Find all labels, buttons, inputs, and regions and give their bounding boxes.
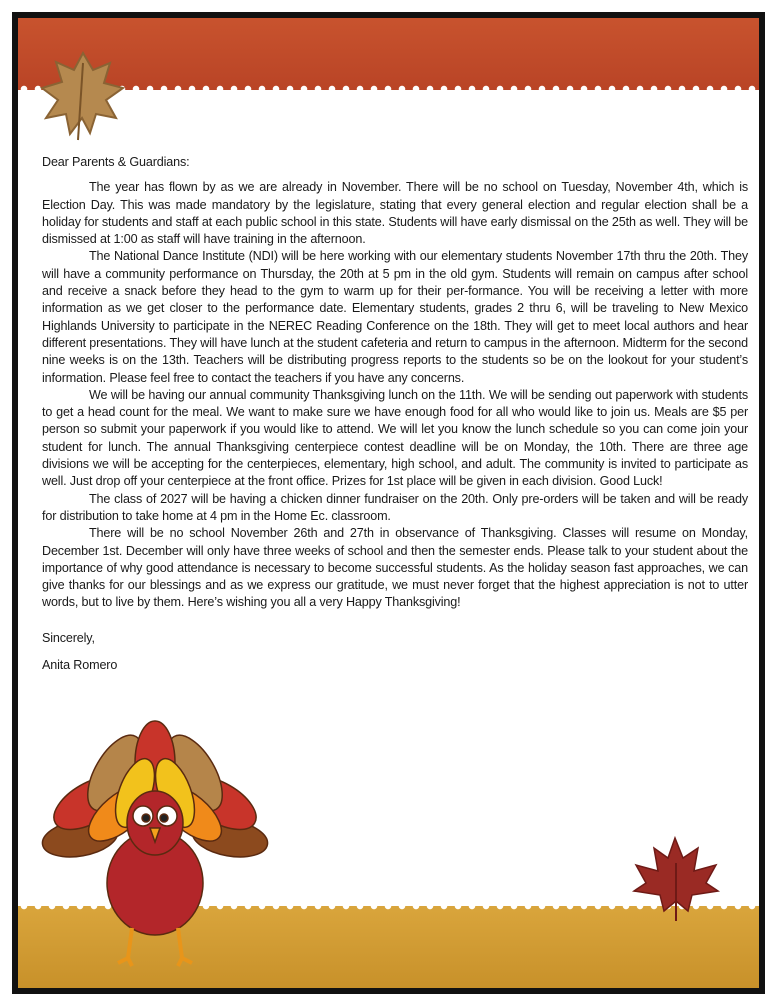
- paragraph-election-day: The year has flown by as we are already in November. There will be no school on Tuesday, November 4th, which is Election Day. This was made mandatory by the legislature, stating that every general election and regular election shall be a holiday for students and staff at each public school in this state. Students will have early dismissal on the 25th as well. They will be dismissed at 1:00 as staff will have training in the afternoon.: [42, 180, 748, 247]
- closing: Sincerely,: [42, 630, 95, 645]
- paragraph-fundraiser: The class of 2027 will be having a chicken dinner fundraiser on the 20th. Only pre-orders will be taken and will be ready for distribution to take home at 4 pm in the Home Ec. classroom.: [42, 491, 748, 523]
- letter-body: [42, 154, 748, 674]
- paragraph-thanksgiving-lunch: We will be having our annual community Thanksgiving lunch on the 11th. We will be sending out paperwork with students to get a head count for the meal. We want to make sure we have enough food for all who would like to join us. Meals are $5 per person so submit your paperwork if you would like to attend. We will let you know the lunch schedule so you can come join your student for lunch. The annual Thanksgiving centerpiece contest deadline will be on Monday, the 10th. There are three age divisions we will be accepting for the centerpieces, elementary, high school, and adult. The community is invited to participate as well. Just drop off your centerpiece at the front office. Prizes for 1st place will be given in each division. Good Luck!: [42, 387, 748, 489]
- header-band: [18, 18, 759, 90]
- paragraph-ndi: The National Dance Institute (NDI) will be here working with our elementary students November 17th thru the 20th. They will have a community performance on Thursday, the 20th at 5 pm in the old gym. Students will remain on campus after school and receive a snack before they head to the gym to warm up for their per-formance. You will be receiving a letter with more information as we get closer to the performance date. Elementary students, grades 2 thru 6, will be traveling to New Mexico Highlands University to participate in the NEREC Reading Conference on the 18th. They will get to meet local authors and hear different presentations. They will have lunch at the student cafeteria and return to campus in the afternoon. Midterm for the second nine weeks is on the 13th. Teachers will be distributing progress reports to the students so be on the lookout for your student’s information. Please feel free to contact the teachers if you have any concerns.: [42, 249, 748, 385]
- greeting: Dear Parents & Guardians:: [42, 155, 190, 169]
- paragraph-holiday: There will be no school November 26th and 27th in observance of Thanksgiving. Classes will resume on Monday, December 1st. December will only have three weeks of school and then the semester ends. Please talk to your student about the importance of why good attendance is necessary to become successful students. As the holiday season fast approaches, we can give thanks for our blessings and as we express our gratitude, we must never forget that the highest appreciation is not to utter words, but to live by them. Here’s wishing you all a very Happy Thanksgiving!: [42, 526, 748, 610]
- oak-leaf-icon: [38, 48, 128, 148]
- signature: Anita Romero: [42, 658, 118, 673]
- turkey-icon: [40, 718, 270, 968]
- newsletter-page: [12, 12, 765, 994]
- scallop-trim: [18, 84, 759, 94]
- maple-leaf-icon: [628, 833, 723, 923]
